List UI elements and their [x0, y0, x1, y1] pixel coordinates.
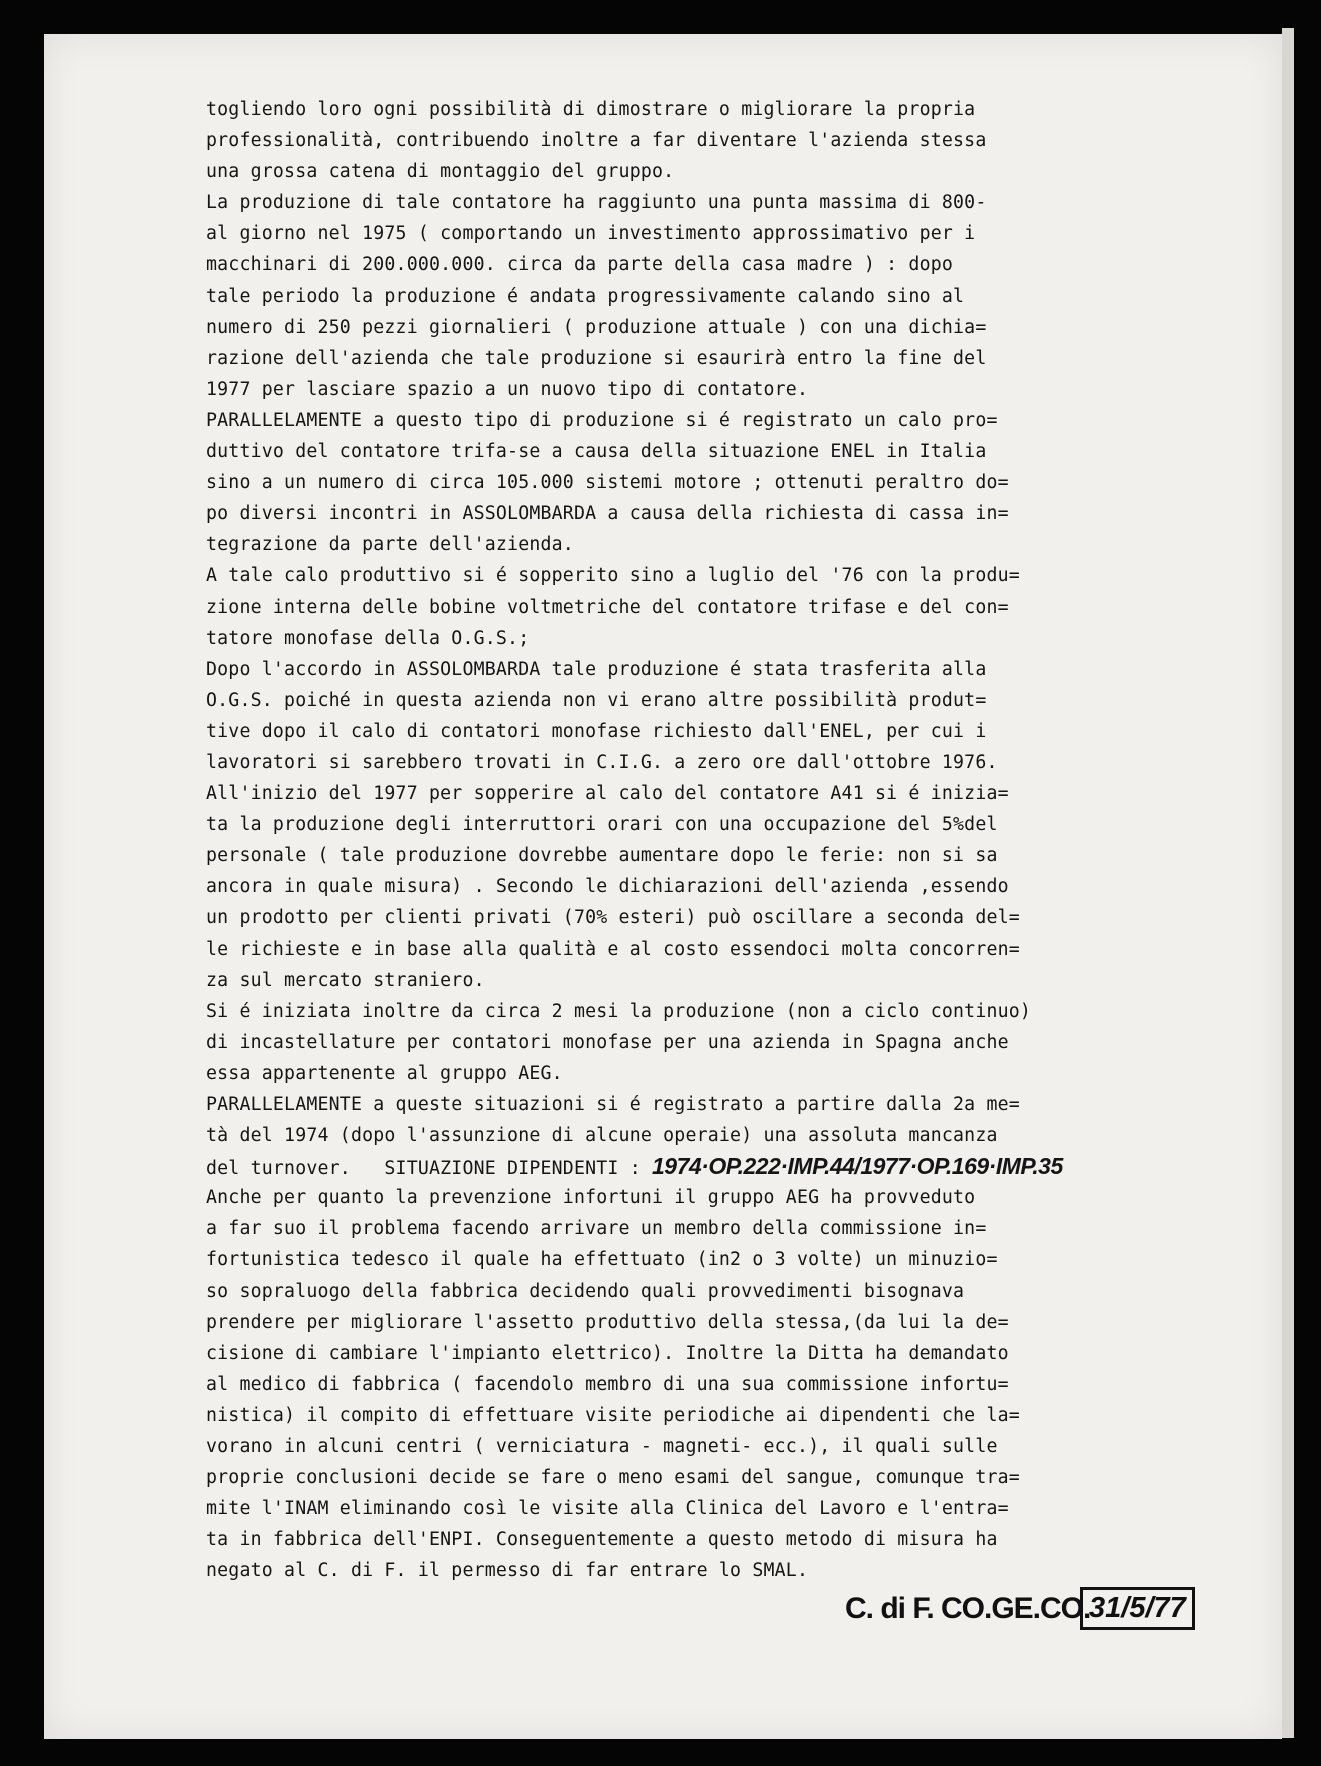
text-line: O.G.S. poiché in questa azienda non vi erano altre possibilità produt= [206, 689, 987, 711]
text-line: essa appartenente al gruppo AEG. [206, 1062, 563, 1084]
text-line: ta in fabbrica dell'ENPI. Conseguentemente a questo metodo di misura ha [206, 1529, 998, 1551]
text-line: Dopo l'accordo in ASSOLOMBARDA tale produzione é stata trasferita alla [206, 658, 987, 680]
text-line: proprie conclusioni decide se fare o meno esami del sangue, comunque tra= [206, 1467, 1020, 1489]
text-line: vorano in alcuni centri ( verniciatura - magneti- ecc.), il quali sulle [206, 1436, 998, 1458]
text-line: nistica) il compito di effettuare visite periodiche ai dipendenti che la= [206, 1404, 1020, 1426]
text-line: professionalità, contribuendo inoltre a far diventare l'azienda stessa [206, 130, 987, 152]
text-line: personale ( tale produzione dovrebbe aumentare dopo le ferie: non si sa [206, 845, 998, 867]
text-line: togliendo loro ogni possibilità di dimostrare o migliorare la propria [206, 99, 976, 120]
text-line: PARALLELAMENTE a queste situazioni si é registrato a partire dalla 2a me= [206, 1094, 1020, 1115]
text-line: ancora in quale misura) . Secondo le dichiarazioni dell'azienda ,essendo [206, 876, 1009, 898]
situazione-label: SITUAZIONE DIPENDENTI : [384, 1158, 641, 1180]
text-line: prendere per migliorare l'assetto produttivo della stessa,(da lui la de= [206, 1311, 1009, 1333]
situazione-line [206, 1151, 1076, 1182]
text-line: razione dell'azienda che tale produzione si esaurirà entro la fine del [206, 347, 987, 369]
text-line: za sul mercato straniero. [206, 969, 485, 991]
text-line: mite l'INAM eliminando così le visite alla Clinica del Lavoro e l'entra= [206, 1498, 1009, 1520]
page-edge [1282, 28, 1294, 1738]
text-line: Si é iniziata inoltre da circa 2 mesi la produzione (non a ciclo continuo) [206, 1000, 1032, 1022]
text-line: tatore monofase della O.G.S.; [206, 627, 530, 649]
typed-text-body [206, 94, 1076, 1587]
text-line: al medico di fabbrica ( facendolo membro di una sua commissione infortu= [206, 1373, 1009, 1395]
text-line: le richieste e in base alla qualità e al costo essendoci molta concorren= [206, 938, 1020, 960]
text-line: 1977 per lasciare spazio a un nuovo tipo di contatore. [206, 378, 809, 400]
handwritten-signature: C. di F. CO.GE.CO. [845, 1592, 1091, 1625]
text-line: zione interna delle bobine voltmetriche del contatore trifase e del con= [206, 596, 1009, 618]
text-line: duttivo del contatore trifa-se a causa della situazione ENEL in Italia [206, 441, 987, 463]
text-line: macchinari di 200.000.000. circa da parte della casa madre ) : dopo [206, 254, 954, 276]
text-line: PARALLELAMENTE a questo tipo di produzione si é registrato un calo pro= [206, 409, 998, 431]
text-line: All'inizio del 1977 per sopperire al calo del contatore A41 si é inizia= [206, 783, 1009, 805]
text-line: cisione di cambiare l'impianto elettrico). Inoltre la Ditta ha demandato [206, 1342, 1009, 1364]
text-line: una grossa catena di montaggio del gruppo. [206, 161, 675, 183]
text-line: po diversi incontri in ASSOLOMBARDA a causa della richiesta di cassa in= [206, 503, 1009, 525]
text-line: tive dopo il calo di contatori monofase richiesto dall'ENEL, per cui i [206, 720, 987, 742]
handwritten-date-box: 31/5/77 [1080, 1587, 1195, 1630]
text-line: negato al C. di F. il permesso di far entrare lo SMAL. [206, 1560, 809, 1582]
text-line: a far suo il problema facendo arrivare un membro della commissione in= [206, 1218, 987, 1240]
handwritten-employee-counts: 1974·OP.222·IMP.44/1977·OP.169·IMP.35 [652, 1153, 1063, 1180]
text-line: Anche per quanto la prevenzione infortuni il gruppo AEG ha provveduto [206, 1187, 976, 1209]
text-line: fortunistica tedesco il quale ha effettuato (in2 o 3 volte) un minuzio= [206, 1249, 998, 1271]
text-line: so sopraluogo della fabbrica decidendo quali provvedimenti bisognava [206, 1280, 965, 1302]
text-line: un prodotto per clienti privati (70% esteri) può oscillare a seconda del= [206, 907, 1020, 929]
text-line: al giorno nel 1975 ( comportando un investimento approssimativo per i [206, 223, 976, 245]
text-line: lavoratori si sarebbero trovati in C.I.G. a zero ore dall'ottobre 1976. [206, 751, 998, 773]
text-line: tale periodo la produzione é andata progressivamente calando sino al [206, 285, 965, 307]
text-line: ta la produzione degli interruttori orari con una occupazione del 5%del [206, 814, 998, 836]
text-line: tà del 1974 (dopo l'assunzione di alcune operaie) una assoluta mancanza [206, 1125, 998, 1147]
text-line: tegrazione da parte dell'azienda. [206, 534, 574, 556]
text-line: del turnover. [206, 1158, 351, 1180]
text-line: La produzione di tale contatore ha raggiunto una punta massima di 800- [206, 192, 987, 214]
text-line: di incastellature per contatori monofase per una azienda in Spagna anche [206, 1031, 1009, 1053]
text-line: sino a un numero di circa 105.000 sistemi motore ; ottenuti peraltro do= [206, 472, 1009, 494]
text-line: A tale calo produttivo si é sopperito sino a luglio del '76 con la produ= [206, 565, 1020, 587]
text-line: numero di 250 pezzi giornalieri ( produzione attuale ) con una dichia= [206, 316, 987, 338]
